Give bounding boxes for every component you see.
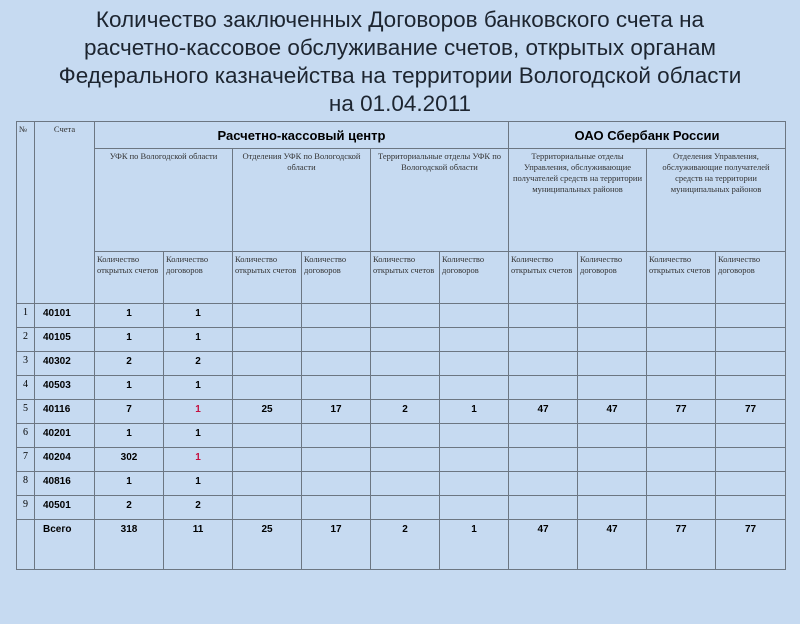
value-cell: 1 bbox=[95, 328, 164, 352]
total-value-cell: 25 bbox=[233, 520, 302, 570]
value-cell bbox=[371, 496, 440, 520]
value-cell bbox=[440, 352, 509, 376]
value-cell: 1 bbox=[95, 424, 164, 448]
value-cell bbox=[647, 328, 716, 352]
account-number: 40302 bbox=[35, 352, 95, 376]
value-cell: 2 bbox=[95, 496, 164, 520]
value-cell bbox=[578, 352, 647, 376]
value-cell bbox=[233, 496, 302, 520]
total-value-cell: 1 bbox=[440, 520, 509, 570]
title-line-1: Количество заключенных Договоров банковского счета на bbox=[95, 7, 705, 32]
title-line-4: на 01.04.2011 bbox=[328, 91, 472, 116]
table-row bbox=[17, 424, 786, 448]
header-row-1 bbox=[17, 122, 786, 149]
value-cell bbox=[440, 472, 509, 496]
value-cell: 2 bbox=[164, 352, 233, 376]
header-contracts-count: Количество договоров bbox=[578, 252, 647, 304]
value-cell bbox=[716, 496, 786, 520]
value-cell: 1 bbox=[164, 400, 233, 424]
value-cell: 1 bbox=[95, 304, 164, 328]
value-cell: 1 bbox=[95, 472, 164, 496]
value-cell bbox=[440, 448, 509, 472]
table-row bbox=[17, 352, 786, 376]
value-cell bbox=[233, 472, 302, 496]
value-cell bbox=[716, 448, 786, 472]
value-cell: 47 bbox=[509, 400, 578, 424]
value-cell bbox=[578, 304, 647, 328]
value-cell bbox=[233, 376, 302, 400]
value-cell bbox=[371, 376, 440, 400]
value-cell: 25 bbox=[233, 400, 302, 424]
value-cell bbox=[647, 376, 716, 400]
value-cell: 2 bbox=[371, 400, 440, 424]
header-row-2 bbox=[17, 149, 786, 252]
value-cell bbox=[647, 424, 716, 448]
value-cell bbox=[647, 304, 716, 328]
header-sberbank: ОАО Сбербанк России bbox=[509, 122, 786, 149]
header-sber-territorial: Территориальные отделы Управления, обслуживающие получателей средств на территории муниципальных районов bbox=[509, 149, 647, 252]
value-cell bbox=[578, 448, 647, 472]
row-number: 3 bbox=[17, 352, 35, 376]
value-cell bbox=[371, 328, 440, 352]
value-cell bbox=[578, 472, 647, 496]
value-cell bbox=[509, 424, 578, 448]
value-cell: 302 bbox=[95, 448, 164, 472]
contracts-table bbox=[16, 121, 786, 570]
header-accounts: Счета bbox=[35, 122, 95, 304]
account-number: 40204 bbox=[35, 448, 95, 472]
value-cell bbox=[716, 472, 786, 496]
value-cell bbox=[371, 448, 440, 472]
title-line-3: Федерального казначейства на территории Вологодской области bbox=[58, 63, 742, 88]
row-number bbox=[17, 520, 35, 570]
row-number: 5 bbox=[17, 400, 35, 424]
value-cell bbox=[233, 448, 302, 472]
value-cell bbox=[716, 328, 786, 352]
header-ufk-branches: Отделения УФК по Вологодской области bbox=[233, 149, 371, 252]
value-cell bbox=[509, 352, 578, 376]
value-cell bbox=[647, 448, 716, 472]
value-cell bbox=[509, 304, 578, 328]
value-cell bbox=[509, 496, 578, 520]
title-line-2: расчетно-кассовое обслуживание счетов, открытых органам bbox=[84, 35, 716, 60]
row-number: 4 bbox=[17, 376, 35, 400]
value-cell bbox=[440, 424, 509, 448]
total-row bbox=[17, 520, 786, 570]
value-cell bbox=[302, 352, 371, 376]
value-cell bbox=[371, 424, 440, 448]
value-cell bbox=[440, 328, 509, 352]
value-cell bbox=[302, 496, 371, 520]
value-cell: 7 bbox=[95, 400, 164, 424]
value-cell bbox=[302, 376, 371, 400]
header-open-accounts: Количество открытых счетов bbox=[509, 252, 578, 304]
value-cell: 77 bbox=[716, 400, 786, 424]
header-row-3 bbox=[17, 252, 786, 304]
total-value-cell: 47 bbox=[509, 520, 578, 570]
header-rkc: Расчетно-кассовый центр bbox=[95, 122, 509, 149]
table-row bbox=[17, 496, 786, 520]
total-label: Всего bbox=[35, 520, 95, 570]
value-cell bbox=[302, 304, 371, 328]
value-cell bbox=[716, 352, 786, 376]
value-cell bbox=[578, 376, 647, 400]
total-value-cell: 17 bbox=[302, 520, 371, 570]
value-cell bbox=[647, 472, 716, 496]
total-value-cell: 77 bbox=[716, 520, 786, 570]
header-contracts-count: Количество договоров bbox=[164, 252, 233, 304]
value-cell bbox=[716, 304, 786, 328]
total-value-cell: 11 bbox=[164, 520, 233, 570]
table-row bbox=[17, 328, 786, 352]
table-row bbox=[17, 472, 786, 496]
header-ufk-territorial: Территориальные отделы УФК по Вологодской области bbox=[371, 149, 509, 252]
row-number: 2 bbox=[17, 328, 35, 352]
value-cell: 2 bbox=[95, 352, 164, 376]
header-contracts-count: Количество договоров bbox=[440, 252, 509, 304]
header-contracts-count: Количество договоров bbox=[716, 252, 786, 304]
value-cell: 2 bbox=[164, 496, 233, 520]
value-cell: 17 bbox=[302, 400, 371, 424]
account-number: 40201 bbox=[35, 424, 95, 448]
value-cell bbox=[440, 304, 509, 328]
value-cell bbox=[647, 496, 716, 520]
value-cell bbox=[440, 496, 509, 520]
total-value-cell: 2 bbox=[371, 520, 440, 570]
value-cell bbox=[233, 328, 302, 352]
account-number: 40105 bbox=[35, 328, 95, 352]
header-open-accounts: Количество открытых счетов bbox=[95, 252, 164, 304]
account-number: 40116 bbox=[35, 400, 95, 424]
header-open-accounts: Количество открытых счетов bbox=[647, 252, 716, 304]
value-cell bbox=[371, 472, 440, 496]
header-ufk-region: УФК по Вологодской области bbox=[95, 149, 233, 252]
header-contracts-count: Количество договоров bbox=[302, 252, 371, 304]
table-row bbox=[17, 304, 786, 328]
value-cell bbox=[509, 328, 578, 352]
header-num: № bbox=[17, 122, 35, 304]
row-number: 1 bbox=[17, 304, 35, 328]
value-cell bbox=[302, 472, 371, 496]
value-cell: 1 bbox=[164, 448, 233, 472]
value-cell bbox=[509, 472, 578, 496]
value-cell: 1 bbox=[164, 304, 233, 328]
total-value-cell: 318 bbox=[95, 520, 164, 570]
value-cell bbox=[440, 376, 509, 400]
value-cell bbox=[233, 352, 302, 376]
value-cell: 77 bbox=[647, 400, 716, 424]
value-cell: 1 bbox=[95, 376, 164, 400]
table-row bbox=[17, 376, 786, 400]
value-cell bbox=[371, 304, 440, 328]
value-cell bbox=[302, 424, 371, 448]
value-cell bbox=[716, 376, 786, 400]
value-cell bbox=[578, 328, 647, 352]
total-value-cell: 77 bbox=[647, 520, 716, 570]
row-number: 8 bbox=[17, 472, 35, 496]
value-cell bbox=[509, 448, 578, 472]
row-number: 7 bbox=[17, 448, 35, 472]
value-cell bbox=[578, 424, 647, 448]
value-cell bbox=[578, 496, 647, 520]
table-row bbox=[17, 400, 786, 424]
value-cell: 1 bbox=[164, 328, 233, 352]
table-row bbox=[17, 448, 786, 472]
account-number: 40101 bbox=[35, 304, 95, 328]
account-number: 40501 bbox=[35, 496, 95, 520]
row-number: 6 bbox=[17, 424, 35, 448]
value-cell: 1 bbox=[164, 376, 233, 400]
total-value-cell: 47 bbox=[578, 520, 647, 570]
value-cell: 1 bbox=[164, 424, 233, 448]
account-number: 40816 bbox=[35, 472, 95, 496]
header-sber-branches: Отделения Управления, обслуживающие получателей средств на территории муниципальных районов bbox=[647, 149, 786, 252]
value-cell: 47 bbox=[578, 400, 647, 424]
row-number: 9 bbox=[17, 496, 35, 520]
page-title bbox=[20, 6, 780, 118]
value-cell bbox=[302, 328, 371, 352]
value-cell bbox=[233, 304, 302, 328]
value-cell bbox=[302, 448, 371, 472]
value-cell: 1 bbox=[440, 400, 509, 424]
value-cell bbox=[509, 376, 578, 400]
header-open-accounts: Количество открытых счетов bbox=[233, 252, 302, 304]
value-cell bbox=[716, 424, 786, 448]
value-cell: 1 bbox=[164, 472, 233, 496]
value-cell bbox=[647, 352, 716, 376]
header-open-accounts: Количество открытых счетов bbox=[371, 252, 440, 304]
account-number: 40503 bbox=[35, 376, 95, 400]
value-cell bbox=[371, 352, 440, 376]
value-cell bbox=[233, 424, 302, 448]
